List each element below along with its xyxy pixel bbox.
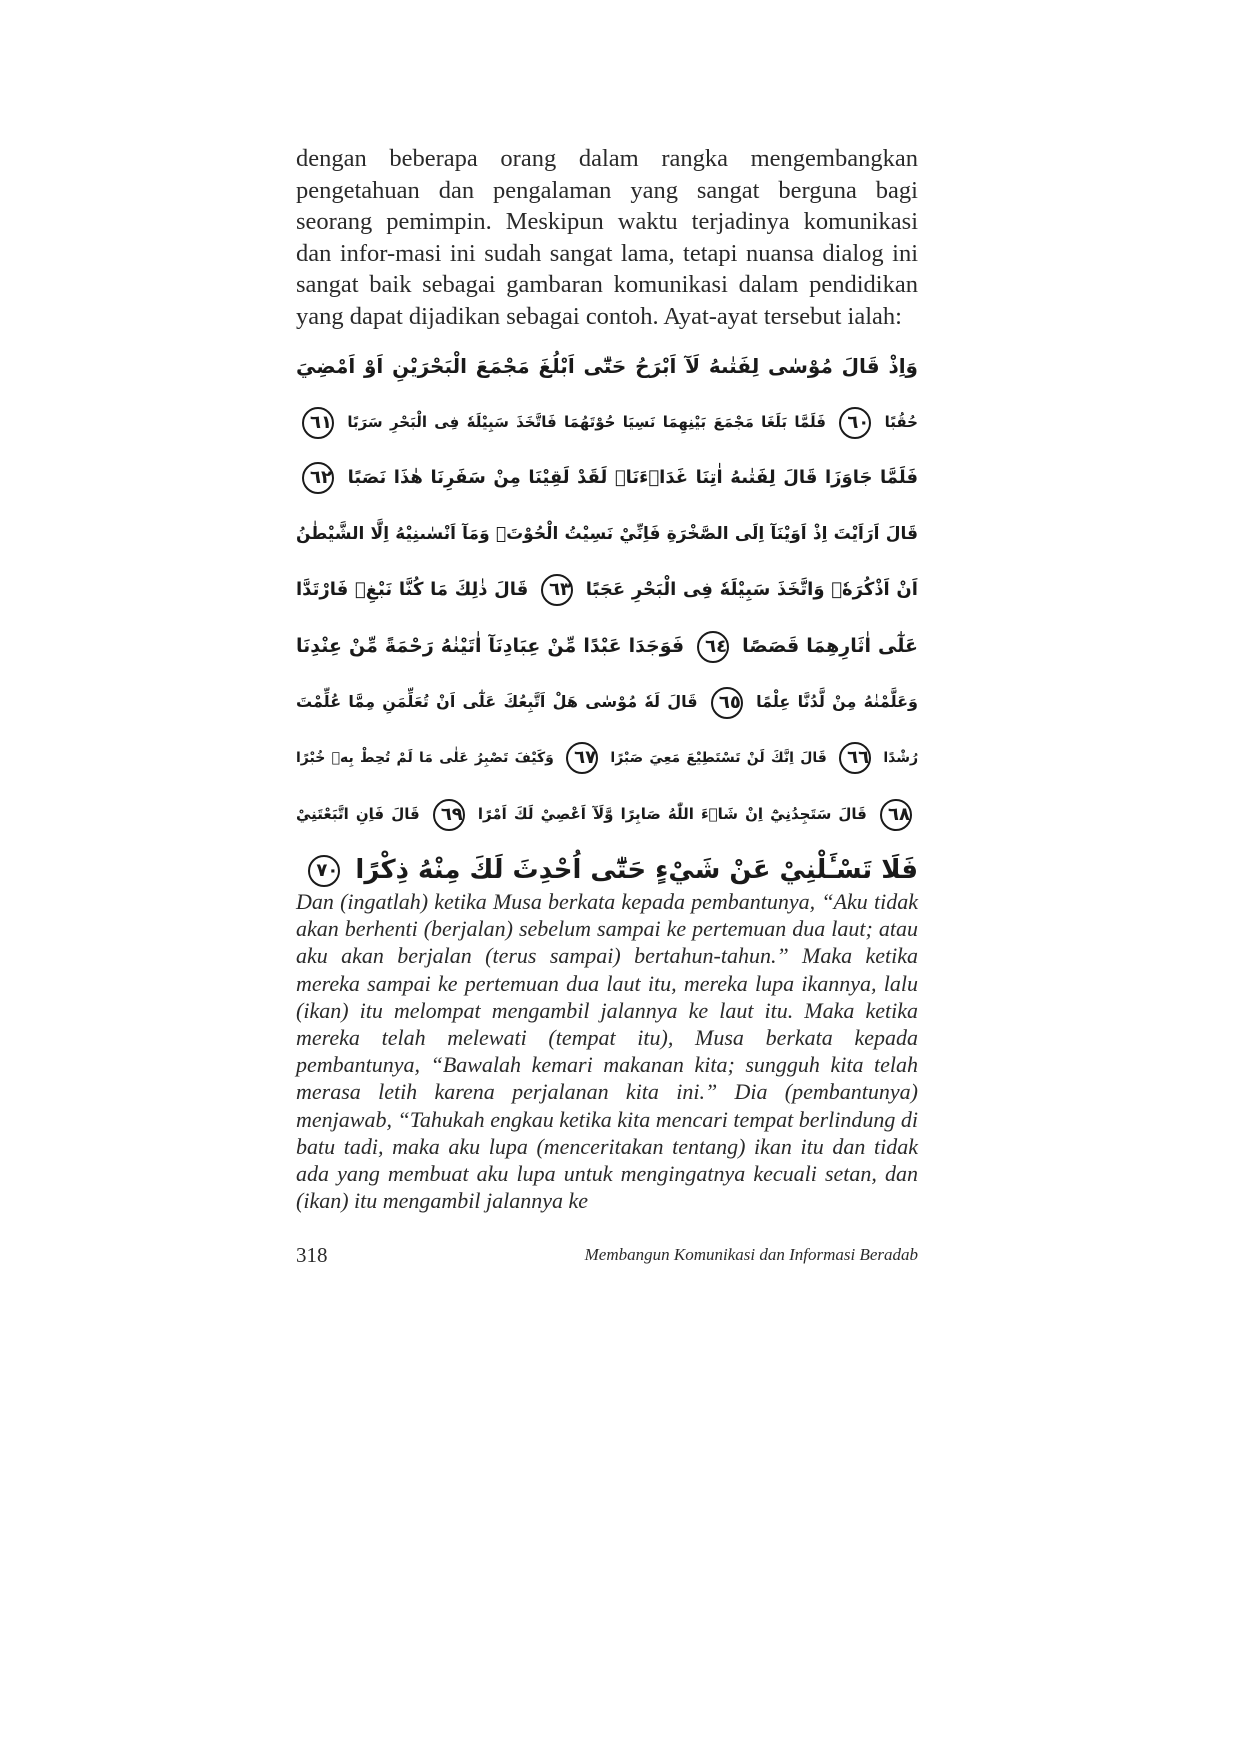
ayah-number-marker: ٦٣ bbox=[541, 574, 573, 606]
ayah-text: اَنْ اَذْكُرَهٗۚ وَاتَّخَذَ سَبِيْلَهٗ فِى الْبَحْرِ عَجَبًا bbox=[585, 579, 918, 600]
quran-line-1 bbox=[296, 338, 918, 394]
ayah-number-marker: ٦٢ bbox=[302, 462, 334, 494]
ayah-number-marker: ٦٨ bbox=[880, 799, 912, 831]
ayah-text: حُقُبًا bbox=[884, 413, 918, 431]
ayah-text: قَالَ اِنَّكَ لَنْ تَسْتَطِيْعَ مَعِيَ صَبْرًا bbox=[610, 750, 827, 766]
ayah-text: فَوَجَدَا عَبْدًا مِّنْ عِبَادِنَآ اٰتَيْنٰهُ رَحْمَةً مِّنْ عِنْدِنَا bbox=[296, 635, 685, 657]
ayah-text: قَالَ اَرَاَيْتَ اِذْ اَوَيْنَآ اِلَى الصَّخْرَةِ فَاِنِّيْ نَسِيْتُ الْحُوْتَۖ وَمَآ اَنْسٰىنِيْهُ اِلَّا الشَّيْطٰنُ bbox=[296, 524, 918, 544]
ayah-text: وَعَلَّمْنٰهُ مِنْ لَّدُنَّا عِلْمًا bbox=[756, 692, 918, 711]
running-title: Membangun Komunikasi dan Informasi Beradab bbox=[584, 1245, 918, 1264]
ayah-number-marker: ٦٥ bbox=[711, 687, 743, 719]
ayah-text: فَلَا تَسْـَٔلْنِيْ عَنْ شَيْءٍ حَتّٰٓى اُحْدِثَ لَكَ مِنْهُ ذِكْرًا bbox=[355, 855, 918, 885]
ayah-text: قَالَ ذٰلِكَ مَا كُنَّا نَبْغِۖ فَارْتَدَّا bbox=[296, 579, 529, 600]
quran-line-3 bbox=[296, 450, 918, 506]
translation-paragraph: Dan (ingatlah) ketika Musa berkata kepada pembantunya, “Aku tidak akan berhenti (berjalan) sebelum sampai ke pertemuan dua laut; atau aku akan berjalan (terus sampai) bertahun-tahun.” Maka ketika mereka sampai ke pertemuan dua laut itu, mereka lupa ikannya, lalu (ikan) itu melompat mengambil jalannya ke laut itu. Maka ketika mereka telah melewati (tempat itu), Musa berkata kepada pembantunya, “Bawalah kemari makanan kita; sungguh kita telah merasa letih karena perjalanan kita ini.” Dia (pembantunya) menjawab, “Tahukah engkau ketika kita mencari tempat berlindung di batu tadi, maka aku lupa (menceritakan tentang) ikan itu dan tidak ada yang membuat aku lupa untuk mengingatnya kecuali setan, dan (ikan) itu mengambil jalannya ke bbox=[296, 889, 918, 1214]
ayah-number-marker: ٦٧ bbox=[566, 742, 598, 774]
ayah-number-marker: ٦٦ bbox=[839, 742, 871, 774]
page-footer bbox=[296, 1243, 918, 1269]
quran-line-7 bbox=[296, 674, 918, 730]
ayah-text: وَكَيْفَ تَصْبِرُ عَلٰى مَا لَمْ تُحِطْ بِهٖ خُبْرًا bbox=[296, 750, 554, 766]
ayah-number-marker: ٦٠ bbox=[839, 407, 871, 439]
quran-line-2 bbox=[296, 394, 918, 450]
ayah-number-marker: ٦٤ bbox=[697, 631, 729, 663]
quran-line-5 bbox=[296, 562, 918, 618]
quran-line-8 bbox=[296, 730, 918, 786]
ayah-text: عَلٰٓى اٰثَارِهِمَا قَصَصًا bbox=[742, 635, 918, 657]
ayah-number-marker: ٦١ bbox=[302, 407, 334, 439]
ayah-text: وَاِذْ قَالَ مُوْسٰى لِفَتٰىهُ لَآ اَبْرَحُ حَتّٰٓى اَبْلُغَ مَجْمَعَ الْبَحْرَيْنِ اَوْ اَمْضِيَ bbox=[296, 354, 918, 378]
quran-line-6 bbox=[296, 618, 918, 674]
ayah-text: فَلَمَّا جَاوَزَا قَالَ لِفَتٰىهُ اٰتِنَا غَدَاۤءَنَاۖ لَقَدْ لَقِيْنَا مِنْ سَفَرِنَا هٰذَا نَصَبًا bbox=[347, 467, 918, 488]
ayah-text: رُشْدًا bbox=[883, 750, 918, 766]
ayah-number-marker: ٧٠ bbox=[308, 855, 340, 887]
ayah-text: قَالَ فَاِنِ اتَّبَعْتَنِيْ bbox=[296, 805, 420, 823]
ayah-text: فَلَمَّا بَلَغَا مَجْمَعَ بَيْنِهِمَا نَسِيَا حُوْتَهُمَا فَاتَّخَذَ سَبِيْلَهٗ فِى الْبَحْرِ سَرَبًا bbox=[347, 413, 826, 431]
page-number: 318 bbox=[296, 1243, 328, 1267]
quran-line-4 bbox=[296, 506, 918, 562]
quran-line-9 bbox=[296, 786, 918, 842]
quran-verses-block bbox=[296, 338, 918, 898]
intro-paragraph: dengan beberapa orang dalam rangka mengembangkan pengetahuan dan pengalaman yang sangat berguna bagi seorang pemimpin. Meskipun waktu terjadinya komunikasi dan infor-masi ini sudah sangat lama, tetapi nuansa dialog ini sangat baik sebagai gambaran komunikasi dalam pendidikan yang dapat dijadikan sebagai contoh. Ayat-ayat tersebut ialah: bbox=[296, 145, 918, 330]
ayah-number-marker: ٦٩ bbox=[433, 799, 465, 831]
ayah-text: قَالَ لَهٗ مُوْسٰى هَلْ اَتَّبِعُكَ عَلٰٓى اَنْ تُعَلِّمَنِ مِمَّا عُلِّمْتَ bbox=[296, 692, 698, 711]
ayah-text: قَالَ سَتَجِدُنِيْٓ اِنْ شَاۤءَ اللّٰهُ صَابِرًا وَّلَآ اَعْصِيْ لَكَ اَمْرًا bbox=[477, 805, 867, 823]
